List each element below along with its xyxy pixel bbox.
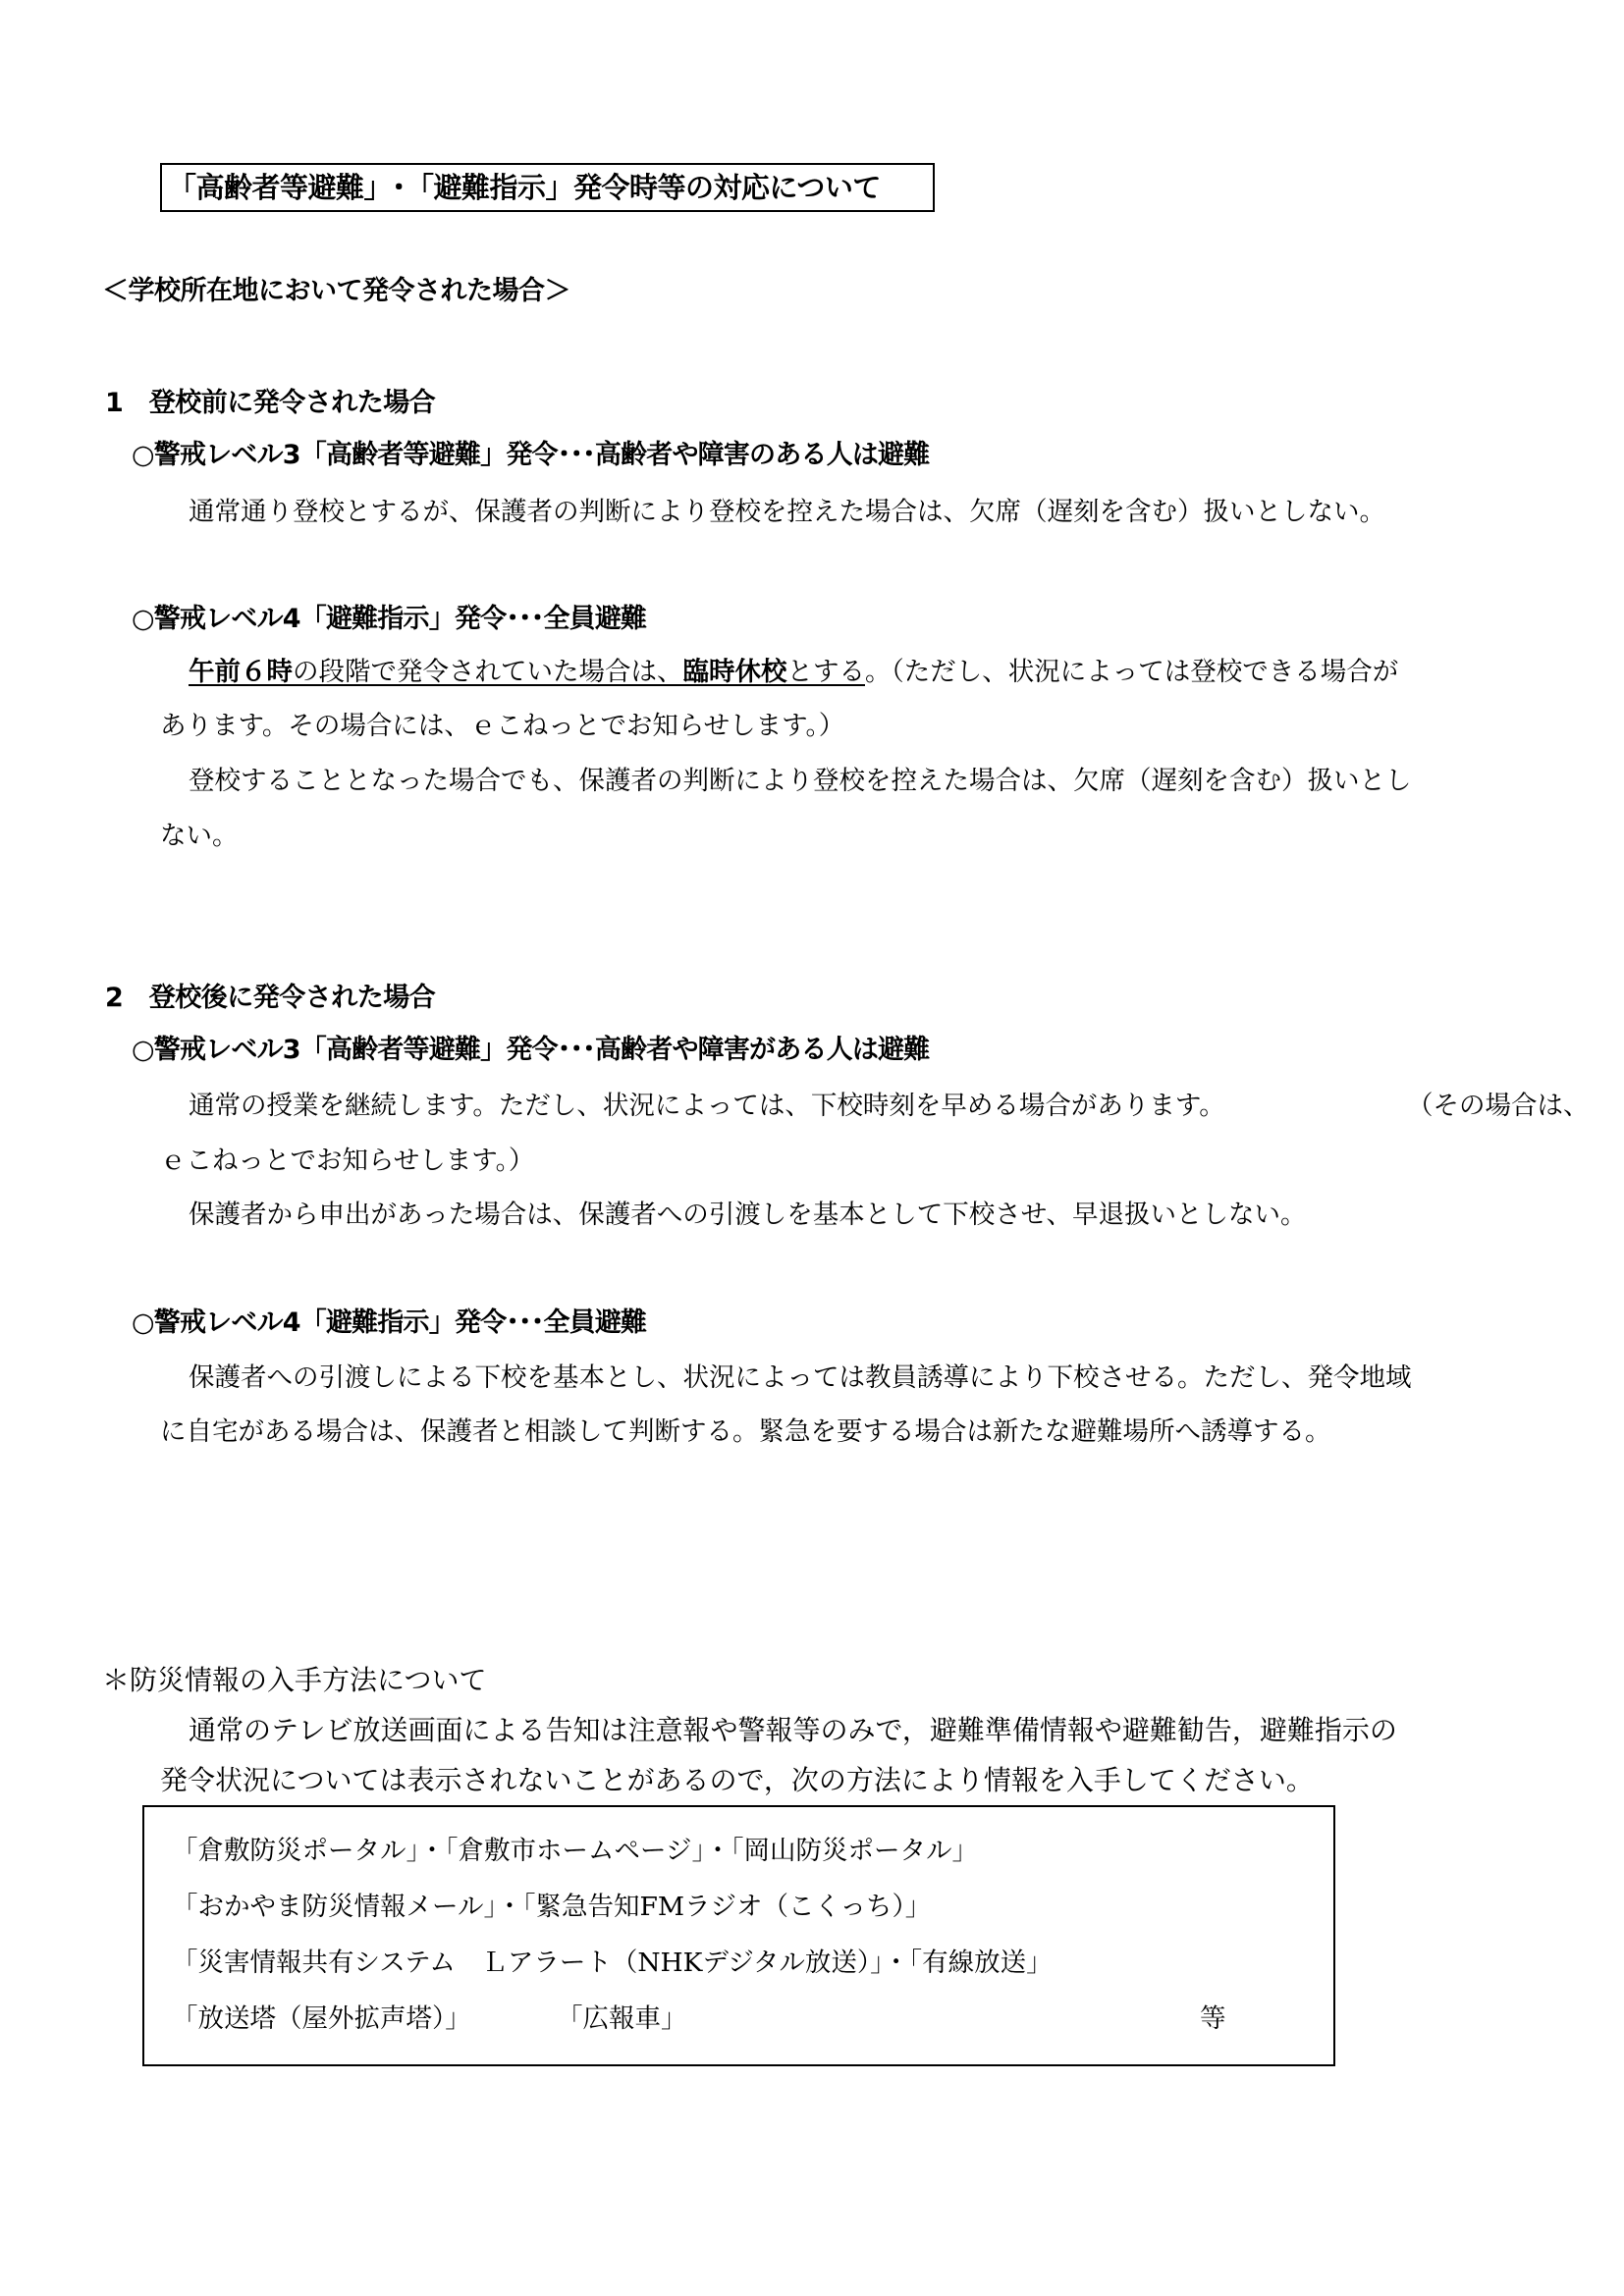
section1-heading: 1 登校前に発令された場合 <box>105 388 436 418</box>
section2-level4-line2: に自宅がある場合は、保護者と相談して判断する。緊急を要する場合は新たな避難場所へ誘導する。 <box>160 1416 1331 1447</box>
section1-level4-para2-line1: 登校することとなった場合でも、保護者の判断により登校を控えた場合は、欠席（遅刻を含む）扱いとし <box>189 766 1412 796</box>
section1-level3-text: 通常通り登校とするが、保護者の判断により登校を控えた場合は、欠席（遅刻を含む）扱いとしない。 <box>189 497 1385 527</box>
section2-level4-title: ○警戒レベル4「避難指示」発令･･･全員避難 <box>132 1308 647 1338</box>
section1-level4-line2: あります。その場合には、ｅこねっとでお知らせします。） <box>160 711 845 741</box>
section2-level3-title: ○警戒レベル3「高齢者等避難」発令･･･高齢者や障害がある人は避難 <box>132 1035 930 1065</box>
intro-heading: ＜学校所在地において発令された場合＞ <box>102 276 570 306</box>
info-line1: 通常のテレビ放送画面による告知は注意報や警報等のみで，避難準備情報や避難勧告，避難指示の <box>189 1714 1397 1746</box>
info-box-line-4a: 「放送塔（屋外拡声塔）」 <box>172 2003 471 2034</box>
section2-level4-line1: 保護者への引渡しによる下校を基本とし、状況によっては教員誘導により下校させる。ただし、発令地域 <box>189 1362 1412 1393</box>
emph-time: 午前６時 <box>189 657 293 687</box>
info-box-line-4b: 「広報車」 <box>557 2003 687 2034</box>
section1-level4-title: ○警戒レベル4「避難指示」発令･･･全員避難 <box>132 604 647 634</box>
page-title: 「高齢者等避難」･「避難指示」発令時等の対応について <box>160 163 935 212</box>
info-box-line-1: 「倉敷防災ポータル」・「倉敷市ホームページ」・「岡山防災ポータル」 <box>172 1836 978 1866</box>
section2-level3-line1: 通常の授業を継続します。ただし、状況によっては、下校時刻を早める場合があります。 <box>189 1091 1225 1121</box>
section2-level3-line1-tail: （その場合は、 <box>1407 1091 1590 1121</box>
info-box-line-2: 「おかやま防災情報メール」・「緊急告知FMラジオ（こくっち）」 <box>172 1892 932 1922</box>
section1-level4-tail: 。（ただし、状況によっては登校できる場合が <box>865 657 1399 687</box>
emph-closure: 臨時休校 <box>682 657 787 687</box>
underlined-text-1: の段階で発令されていた場合は、 <box>293 657 683 687</box>
section2-heading: 2 登校後に発令された場合 <box>105 983 436 1013</box>
underlined-text-2: とする <box>786 657 865 687</box>
info-line2: 発令状況については表示されないことがあるので，次の方法により情報を入手してください。 <box>160 1764 1314 1796</box>
info-box-line-4c: 等 <box>1200 2003 1226 2034</box>
section1-level3-title: ○警戒レベル3「高齢者等避難」発令･･･高齢者や障害のある人は避難 <box>132 440 930 470</box>
section1-level4-para2-line2: ない。 <box>160 821 239 851</box>
info-heading: ＊防災情報の入手方法について <box>102 1664 487 1696</box>
section2-level3-line3: 保護者から申出があった場合は、保護者への引渡しを基本として下校させ、早退扱いとしない。 <box>189 1200 1307 1230</box>
section2-level3-line2: ｅこねっとでお知らせします。） <box>160 1146 535 1176</box>
info-sources-box <box>142 1805 1335 2066</box>
info-box-line-3: 「災害情報共有システム Ｌアラート（NHKデジタル放送）」・「有線放送」 <box>172 1948 1053 1978</box>
section1-level4-line1 <box>189 650 1398 688</box>
